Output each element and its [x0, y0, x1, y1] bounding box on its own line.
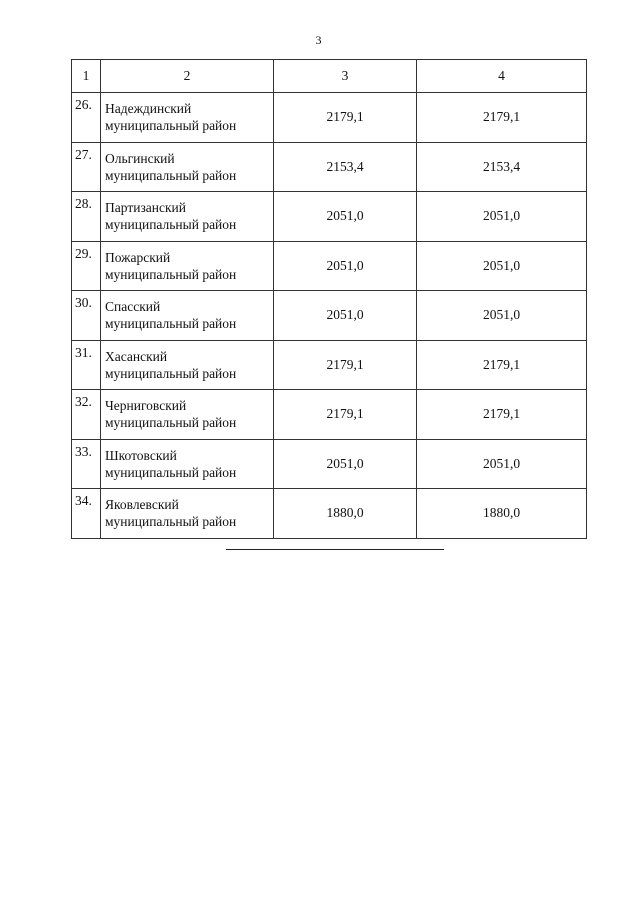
table-row — [72, 439, 587, 489]
district-name — [101, 142, 274, 192]
table-row — [72, 390, 587, 440]
value-col4: 2051,0 — [417, 291, 587, 341]
row-number: 28. — [72, 192, 101, 242]
header-cell-col3: 3 — [274, 60, 417, 93]
value-col3: 2179,1 — [274, 390, 417, 440]
district-name-line1: Спасский — [105, 299, 161, 315]
header-cell-col1: 1 — [72, 60, 101, 93]
value-col4: 2179,1 — [417, 340, 587, 390]
district-name — [101, 340, 274, 390]
district-name — [101, 489, 274, 539]
value-col4: 2051,0 — [417, 439, 587, 489]
table-row — [72, 192, 587, 242]
value-col3: 2051,0 — [274, 291, 417, 341]
page-number: 3 — [315, 33, 322, 47]
district-name-line2: муниципальный район — [105, 167, 237, 183]
district-name — [101, 439, 274, 489]
row-number: 31. — [72, 340, 101, 390]
value-col3: 2051,0 — [274, 241, 417, 291]
value-col3: 2051,0 — [274, 439, 417, 489]
table-header-row — [72, 60, 587, 93]
header-cell-col2: 2 — [101, 60, 274, 93]
district-name-line1: Шкотовский — [105, 447, 177, 463]
district-name — [101, 291, 274, 341]
value-col4: 2153,4 — [417, 142, 587, 192]
value-col4: 2051,0 — [417, 241, 587, 291]
row-number: 32. — [72, 390, 101, 440]
district-name-line2: муниципальный район — [105, 266, 237, 282]
value-col3: 1880,0 — [274, 489, 417, 539]
separator-line — [226, 549, 444, 550]
value-col3: 2179,1 — [274, 340, 417, 390]
row-number: 26. — [72, 93, 101, 143]
district-name — [101, 241, 274, 291]
district-name-line2: муниципальный район — [105, 514, 237, 530]
district-name-line1: Яковлевский — [105, 497, 179, 513]
table-row — [72, 340, 587, 390]
value-col3: 2051,0 — [274, 192, 417, 242]
district-name-line2: муниципальный район — [105, 118, 237, 134]
value-col4: 2051,0 — [417, 192, 587, 242]
table-row — [72, 291, 587, 341]
district-name-line2: муниципальный район — [105, 365, 237, 381]
table-row — [72, 142, 587, 192]
municipal-districts-table — [71, 59, 587, 539]
district-name — [101, 93, 274, 143]
district-name-line1: Пожарский — [105, 249, 171, 265]
value-col4: 2179,1 — [417, 390, 587, 440]
value-col4: 1880,0 — [417, 489, 587, 539]
district-name-line2: муниципальный район — [105, 316, 237, 332]
row-number: 34. — [72, 489, 101, 539]
value-col3: 2179,1 — [274, 93, 417, 143]
district-name — [101, 192, 274, 242]
district-name-line2: муниципальный район — [105, 464, 237, 480]
table-row — [72, 241, 587, 291]
row-number: 33. — [72, 439, 101, 489]
district-name-line1: Черниговский — [105, 398, 187, 414]
district-name-line1: Партизанский — [105, 200, 186, 216]
district-name-line1: Хасанский — [105, 348, 168, 364]
row-number: 30. — [72, 291, 101, 341]
row-number: 29. — [72, 241, 101, 291]
value-col4: 2179,1 — [417, 93, 587, 143]
district-name — [101, 390, 274, 440]
table-row — [72, 93, 587, 143]
district-name-line2: муниципальный район — [105, 217, 237, 233]
district-name-line2: муниципальный район — [105, 415, 237, 431]
row-number: 27. — [72, 142, 101, 192]
district-name-line1: Надеждинский — [105, 101, 192, 117]
district-name-line1: Ольгинский — [105, 150, 175, 166]
table-row — [72, 489, 587, 539]
header-cell-col4: 4 — [417, 60, 587, 93]
value-col3: 2153,4 — [274, 142, 417, 192]
